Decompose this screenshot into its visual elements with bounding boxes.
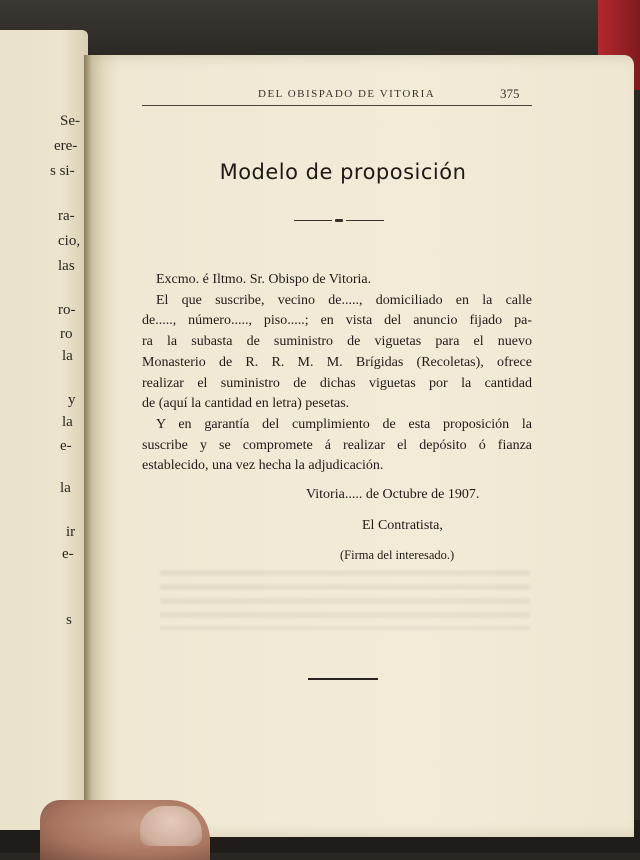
end-rule [308, 678, 378, 680]
show-through-text [160, 570, 530, 630]
title-ornament [294, 219, 384, 223]
body-line: Y en garantía del cumplimiento de esta proposición la [156, 416, 532, 432]
left-page-fragment: la [62, 348, 73, 364]
body-line: El que suscribe, vecino de....., domiciliado en la calle [156, 292, 532, 308]
page-number: 375 [500, 86, 520, 101]
left-page-fragment: ir [66, 524, 76, 540]
left-page-fragment: cio, [58, 233, 81, 249]
left-page-fragment: e- [62, 546, 74, 562]
left-page-fragment: las [58, 258, 75, 274]
left-page-fragment: ere- [54, 138, 78, 154]
body-line: suscribe y se compromete á realizar el depósito ó fianza [142, 437, 532, 453]
left-page-fragment: Se- [60, 113, 80, 129]
body-line: Monasterio de R. R. M. M. Brígidas (Recoletas), ofrece [142, 354, 532, 370]
left-page [0, 30, 88, 830]
body-line: de....., número....., piso.....; en vista del anuncio fijado pa- [142, 313, 532, 329]
signer-line: El Contratista, [362, 518, 443, 533]
left-page-fragment: ra- [58, 208, 75, 224]
salutation-line: Excmo. é Iltmo. Sr. Obispo de Vitoria. [156, 272, 372, 287]
signature-note: (Firma del interesado.) [340, 548, 455, 562]
date-line: Vitoria..... de Octubre de 1907. [306, 487, 480, 502]
body-line: realizar el suministro de dichas viguetas por la cantidad [142, 375, 532, 391]
body-line: de (aquí la cantidad en letra) pesetas. [142, 396, 350, 412]
left-page-fragment: s si- [50, 163, 75, 179]
body-line: ra la subasta de suministro de viguetas para el nuevo [142, 334, 532, 350]
running-head: DEL OBISPADO DE VITORIA [258, 88, 436, 100]
left-page-fragment: la [60, 480, 71, 496]
left-page-fragment: y [68, 392, 76, 408]
left-page-fragment: la [62, 414, 73, 430]
header-rule [142, 105, 532, 106]
document-title: Modelo de proposición [219, 160, 467, 184]
proposal-body [142, 270, 532, 477]
book-gutter [84, 55, 92, 837]
left-page-fragment: ro- [58, 302, 76, 318]
left-page-fragment: e- [60, 438, 72, 454]
left-page-fragment: s [66, 612, 72, 628]
body-line: establecido, una vez hecha la adjudicación. [142, 458, 384, 474]
left-page-fragment: ro [60, 326, 73, 342]
